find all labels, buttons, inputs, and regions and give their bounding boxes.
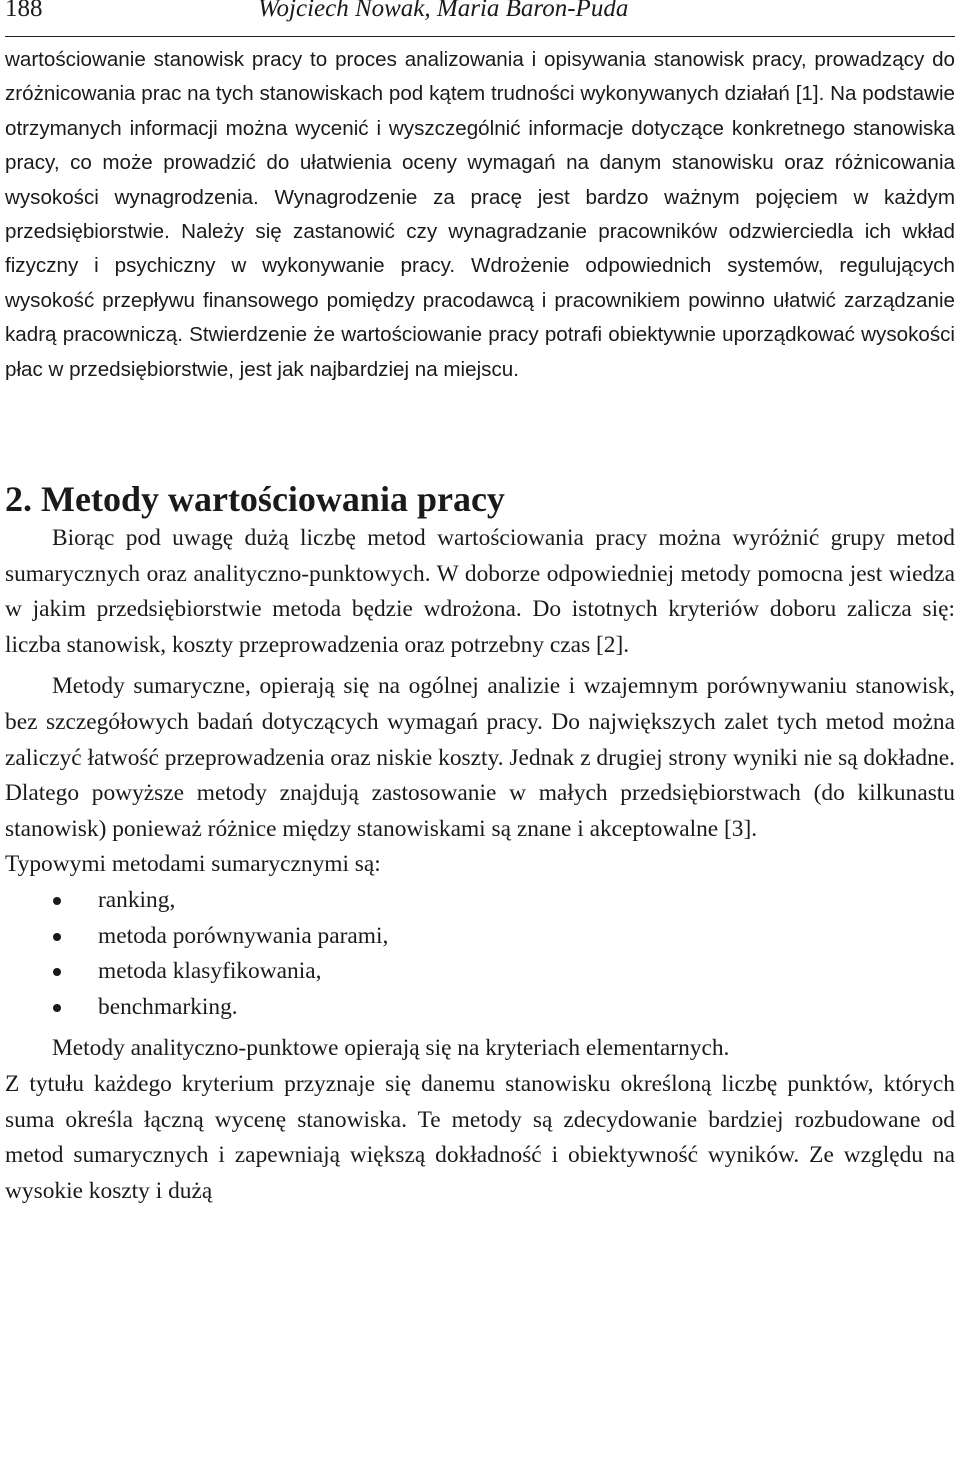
list-intro: Typowymi metodami sumarycznymi są:	[5, 851, 381, 878]
body-paragraph: Metody sumaryczne, opierają się na ogólnej analizie i wzajemnym porównywaniu stanowisk, bez szczegółowych badań dotyczących wymagań pracy. Do największych zalet tych metod można zaliczyć łatwość przeprowadzenia oraz niskie koszty. Jednak z drugiej strony wyniki nie są dokładne. Dlatego powyższe metody znajdują zastosowanie w małych przedsiębiorstwach (do kilkunastu stanowisk) ponieważ różnice między stanowiskami są znane i akceptowalne [3].	[5, 673, 956, 842]
section-body	[5, 521, 955, 1209]
bullet-icon	[53, 897, 61, 905]
body-paragraph: Metody analityczno-punktowe opierają się na kryteriach elementarnych.	[52, 1035, 730, 1062]
body-paragraph: Z tytułu każdego kryterium przyznaje się danemu stanowisku określoną liczbę punktów, których suma określa łączną wycenę stanowiska. Te metody są zdecydowanie bardziej rozbudowane od metod sumarycznych i zapewniają większą dokładność i obiektywność wyników. Ze względu na wysokie koszty i dużą	[5, 1070, 955, 1204]
document-page	[5, 0, 955, 1209]
body-paragraph: Biorąc pod uwagę dużą liczbę metod wartościowania pracy można wyróżnić grupy metod sumarycznych oraz analityczno-punktowych. W doborze odpowiedniej metody pomocna jest wiedza w jakim przedsiębiorstwie metoda będzie wdrożona. Do istotnych kryteriów doboru zalicza się: liczba stanowisk, koszty przeprowadzenia oraz potrzebny czas [2].	[5, 525, 955, 658]
list-item-label: metoda porównywania parami,	[98, 922, 389, 949]
bullet-icon	[53, 933, 61, 941]
list-item	[5, 883, 955, 919]
header-authors: Wojciech Nowak, Maria Baron-Puda	[258, 0, 629, 22]
list-item	[5, 919, 955, 955]
section-heading: 2. Metody wartościowania pracy	[5, 479, 505, 520]
list-item-label: benchmarking.	[98, 993, 238, 1020]
list-item	[5, 954, 955, 990]
bullet-icon	[53, 968, 61, 976]
page-number: 188	[5, 0, 43, 22]
list-item	[5, 990, 955, 1026]
summary-methods-list	[5, 883, 955, 1025]
list-item-label: metoda klasyfikowania,	[98, 958, 322, 985]
list-item-label: ranking,	[98, 887, 176, 913]
bullet-icon	[53, 1004, 61, 1012]
intro-paragraph: wartościowanie stanowisk pracy to proces analizowania i opisywania stanowisk pracy, prowadzący do zróżnicowania prac na tych stanowiskach pod kątem trudności wykonywanych działań [1]. Na podstawie otrzymanych informacji można wycenić i wyszczególnić informacje dotyczące konkretnego stanowiska pracy, co może prowadzić do ułatwienia oceny wymagań na danym stanowisku oraz różnicowania wysokości wynagrodzenia. Wynagrodzenie za pracę jest bardzo ważnym pojęciem w każdym przedsiębiorstwie. Należy się zastanowić czy wynagradzanie pracowników odzwierciedla ich wkład fizyczny i psychiczny w wykonywanie pracy. Wdrożenie odpowiednich systemów, regulujących wysokość przepływu finansowego pomiędzy pracodawcą i pracownikiem powinno ułatwić zarządzanie kadrą pracowniczą. Stwierdzenie że wartościowanie pracy potrafi obiektywnie uporządkować wysokości płac w przedsiębiorstwie, jest jak najbardziej na miejscu.	[5, 48, 955, 381]
running-header	[5, 0, 955, 37]
